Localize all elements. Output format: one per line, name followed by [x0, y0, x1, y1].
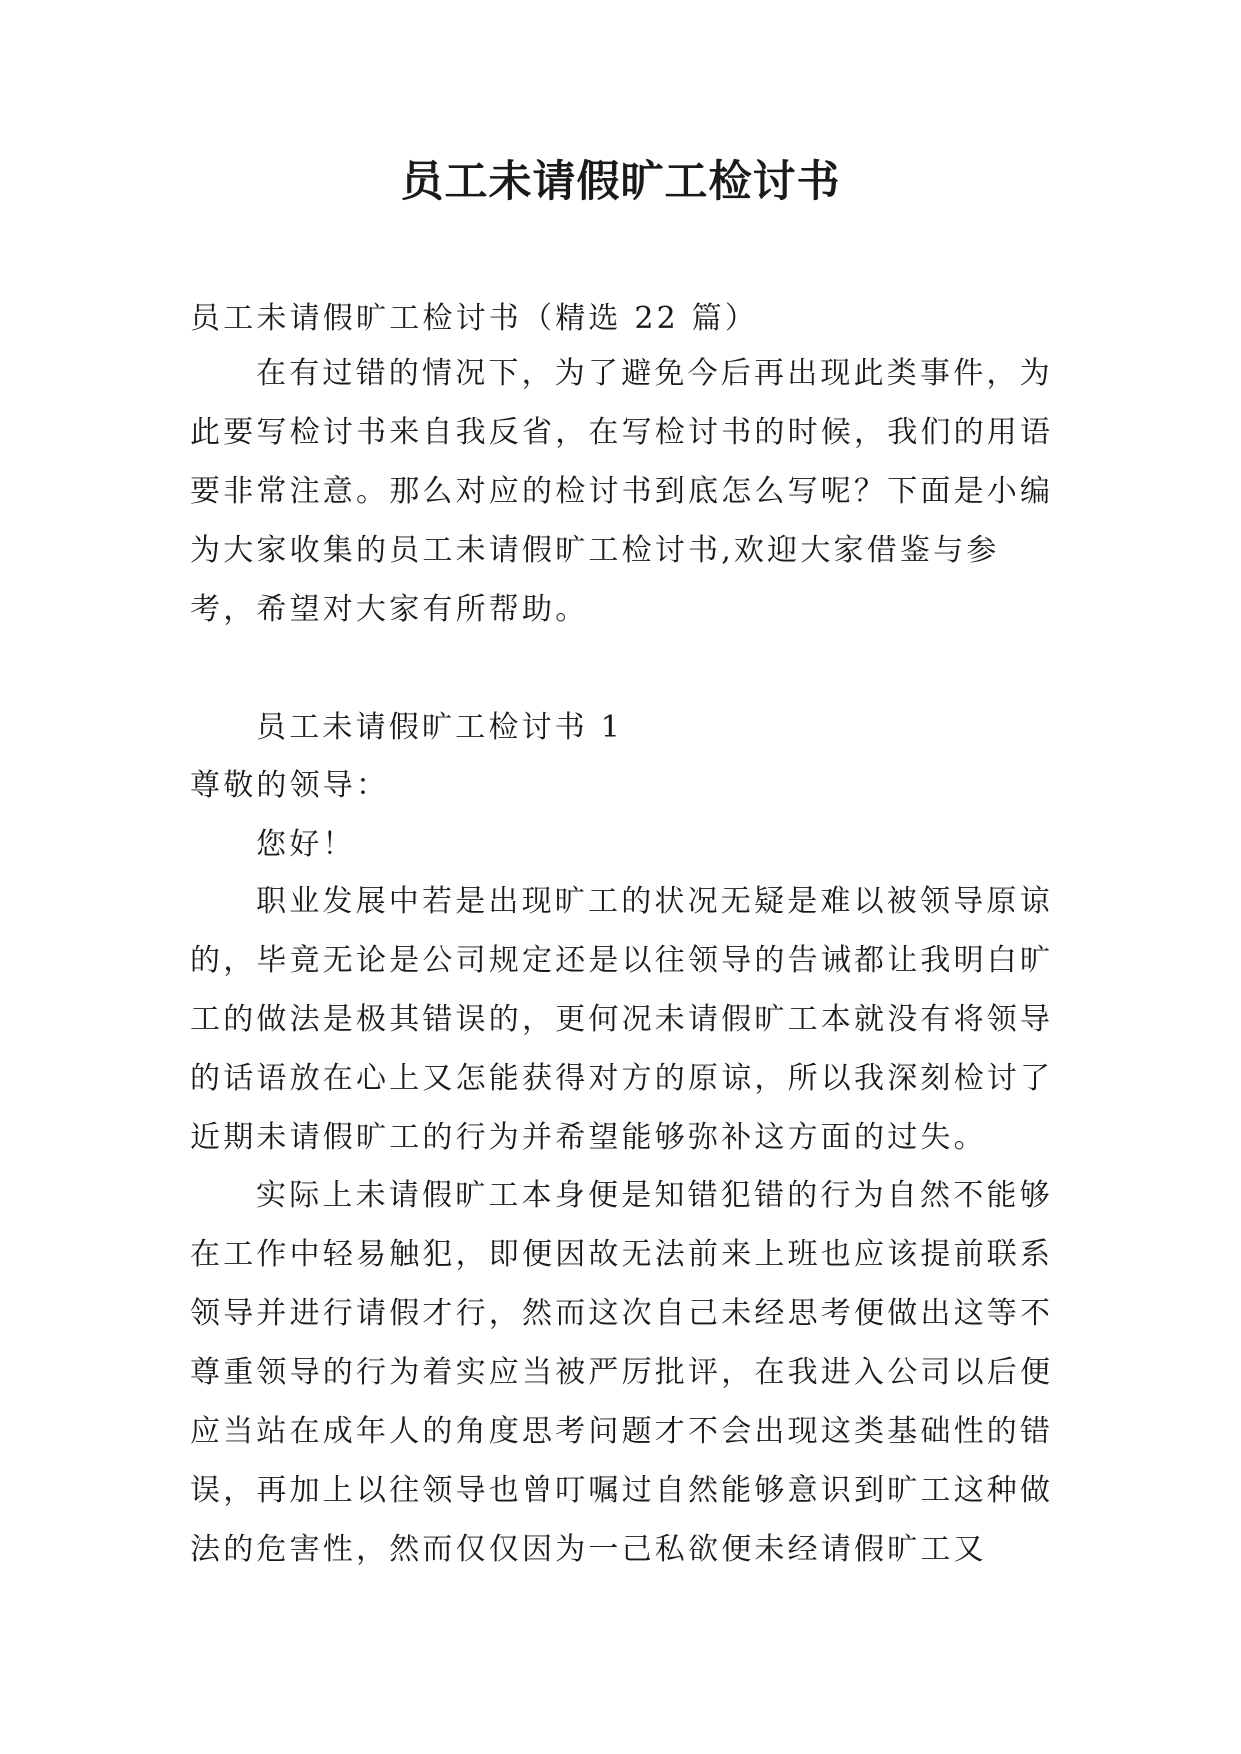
body-paragraph: 职业发展中若是出现旷工的状况无疑是难以被领导原谅的，毕竟无论是公司规定还是以往领导的告诫都让我明白旷工的做法是极其错误的，更何况未请假旷工本就没有将领导的话语放在心上又怎能获得对方的原谅，所以我深刻检讨了近期未请假旷工的行为并希望能够弥补这方面的过失。 — [190, 884, 1054, 1155]
section-heading: 员工未请假旷工检讨书 1 — [256, 710, 624, 745]
document-title: 员工未请假旷工检讨书 — [400, 157, 841, 207]
body-paragraph: 实际上未请假旷工本身便是知错犯错的行为自然不能够在工作中轻易触犯，即便因故无法前来上班也应该提前联系领导并进行请假才行，然而这次自己未经思考便做出这等不尊重领导的行为着实应当被严厉批评，在我进入公司以后便应当站在成年人的角度思考问题才不会出现这类基础性的错误，再加上以往领导也曾叮嘱过自然能够意识到旷工这种做法的危害性，然而仅仅因为一己私欲便未经请假旷工又 — [190, 1178, 1054, 1567]
salutation: 尊敬的领导： — [190, 768, 390, 803]
document-subtitle: 员工未请假旷工检讨书（精选 22 篇） — [190, 301, 759, 336]
intro-paragraph: 在有过错的情况下，为了避免今后再出现此类事件，为此要写检讨书来自我反省，在写检讨书的时候，我们的用语要非常注意。那么对应的检讨书到底怎么写呢？下面是小编为大家收集的员工未请假旷工检讨书,欢迎大家借鉴与参考，希望对大家有所帮助。 — [190, 356, 1054, 627]
greeting: 您好！ — [256, 827, 356, 862]
